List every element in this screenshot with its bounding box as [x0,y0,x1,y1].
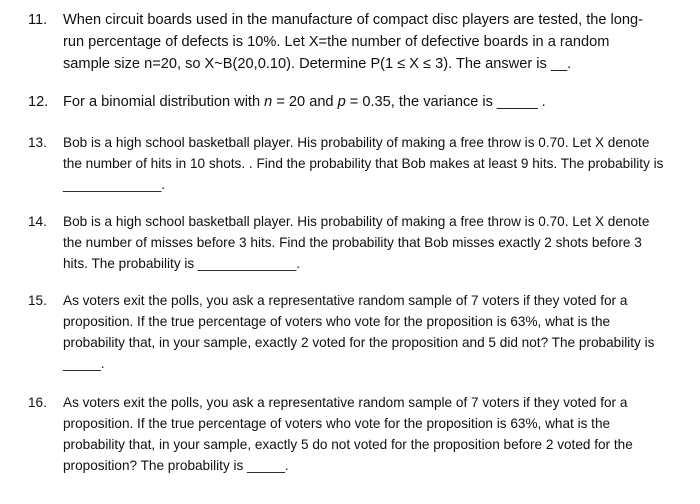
question-number: 15. [28,293,47,308]
question-number: 16. [28,395,47,410]
question-text-line: proposition? The probability is _____. [63,458,289,473]
answer-blank: _____________. [63,177,166,192]
question-number: 14. [28,214,47,229]
answer-blank: _____. [63,356,105,371]
question-text-line: run percentage of defects is 10%. Let X=the number of defective boards in a random [63,34,610,50]
question-text-line: probability that, in your sample, exactly 2 voted for the proposition and 5 did not? The probability is [63,335,655,350]
question-text-line: probability that, in your sample, exactly 5 do not voted for the proposition before 2 voted for the [63,437,633,452]
question-text-line: the number of hits in 10 shots. . Find the probability that Bob makes at least 9 hits. The probability is [63,156,664,171]
question-text-line: For a binomial distribution with n = 20 and p = 0.35, the variance is _____ . [63,94,546,110]
question-number: 13. [28,135,47,150]
question-number: 11. [28,12,48,28]
question-text-line: As voters exit the polls, you ask a representative random sample of 7 voters if they voted for a [63,395,628,410]
question-text-line: Bob is a high school basketball player. His probability of making a free throw is 0.70. Let X denote [63,214,650,229]
question-text-line: the number of misses before 3 hits. Find the probability that Bob misses exactly 2 shots before 3 [63,235,642,250]
question-number: 12. [28,94,49,110]
question-text-line: As voters exit the polls, you ask a representative random sample of 7 voters if they voted for a [63,293,628,308]
question-text-line: proposition. If the true percentage of voters who vote for the proposition is 63%, what is the [63,416,611,431]
question-text-line: sample size n=20, so X~B(20,0.10). Determine P(1 ≤ X ≤ 3). The answer is __. [63,56,572,72]
question-text-line: When circuit boards used in the manufacture of compact disc players are tested, the long- [63,12,643,28]
question-text-line: proposition. If the true percentage of voters who vote for the proposition is 63%, what is the [63,314,611,329]
question-text-line: Bob is a high school basketball player. His probability of making a free throw is 0.70. Let X denote [63,135,650,150]
question-text-line: hits. The probability is _____________. [63,256,301,271]
